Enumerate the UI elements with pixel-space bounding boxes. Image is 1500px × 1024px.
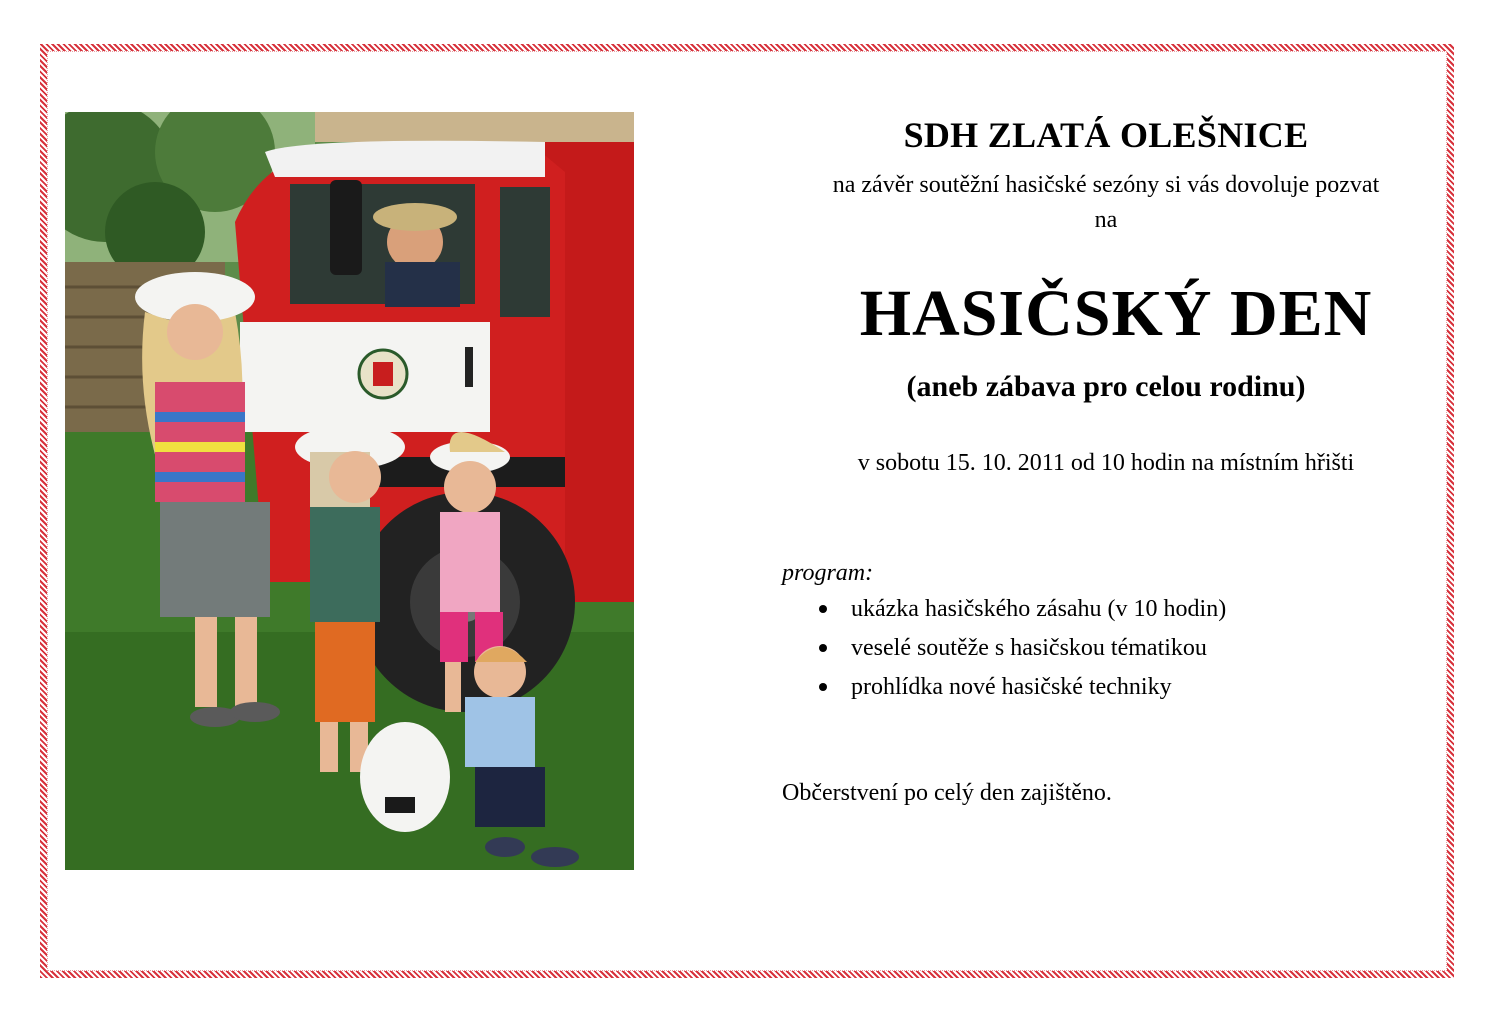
program-label: program:	[782, 560, 874, 586]
invitation-sentence: na závěr soutěžní hasičské sezóny si vás dovoluje pozvat	[832, 172, 1380, 198]
bullet-icon	[819, 644, 827, 652]
bullet-icon	[819, 605, 827, 613]
event-subtitle: (aneb zábava pro celou rodinu)	[906, 370, 1306, 403]
event-title: HASIČSKÝ DEN	[859, 277, 1373, 350]
bullet-icon	[819, 683, 827, 691]
program-item: prohlídka nové hasičské techniky	[782, 674, 1226, 713]
invitation-line	[760, 168, 1452, 238]
invitation-na: na	[1094, 207, 1118, 233]
fire-truck-children-image	[65, 112, 634, 870]
program-item: ukázka hasičského zásahu (v 10 hodin)	[782, 596, 1226, 635]
date-place: v sobotu 15. 10. 2011 od 10 hodin na místním hřišti	[857, 450, 1355, 476]
organizer-title: SDH ZLATÁ OLEŠNICE	[903, 115, 1309, 155]
program-list	[782, 596, 1226, 713]
fire-truck-photo	[65, 112, 634, 870]
program-item: veselé soutěže s hasičskou tématikou	[782, 635, 1226, 674]
refreshments-note: Občerstvení po celý den zajištěno.	[782, 780, 1112, 806]
